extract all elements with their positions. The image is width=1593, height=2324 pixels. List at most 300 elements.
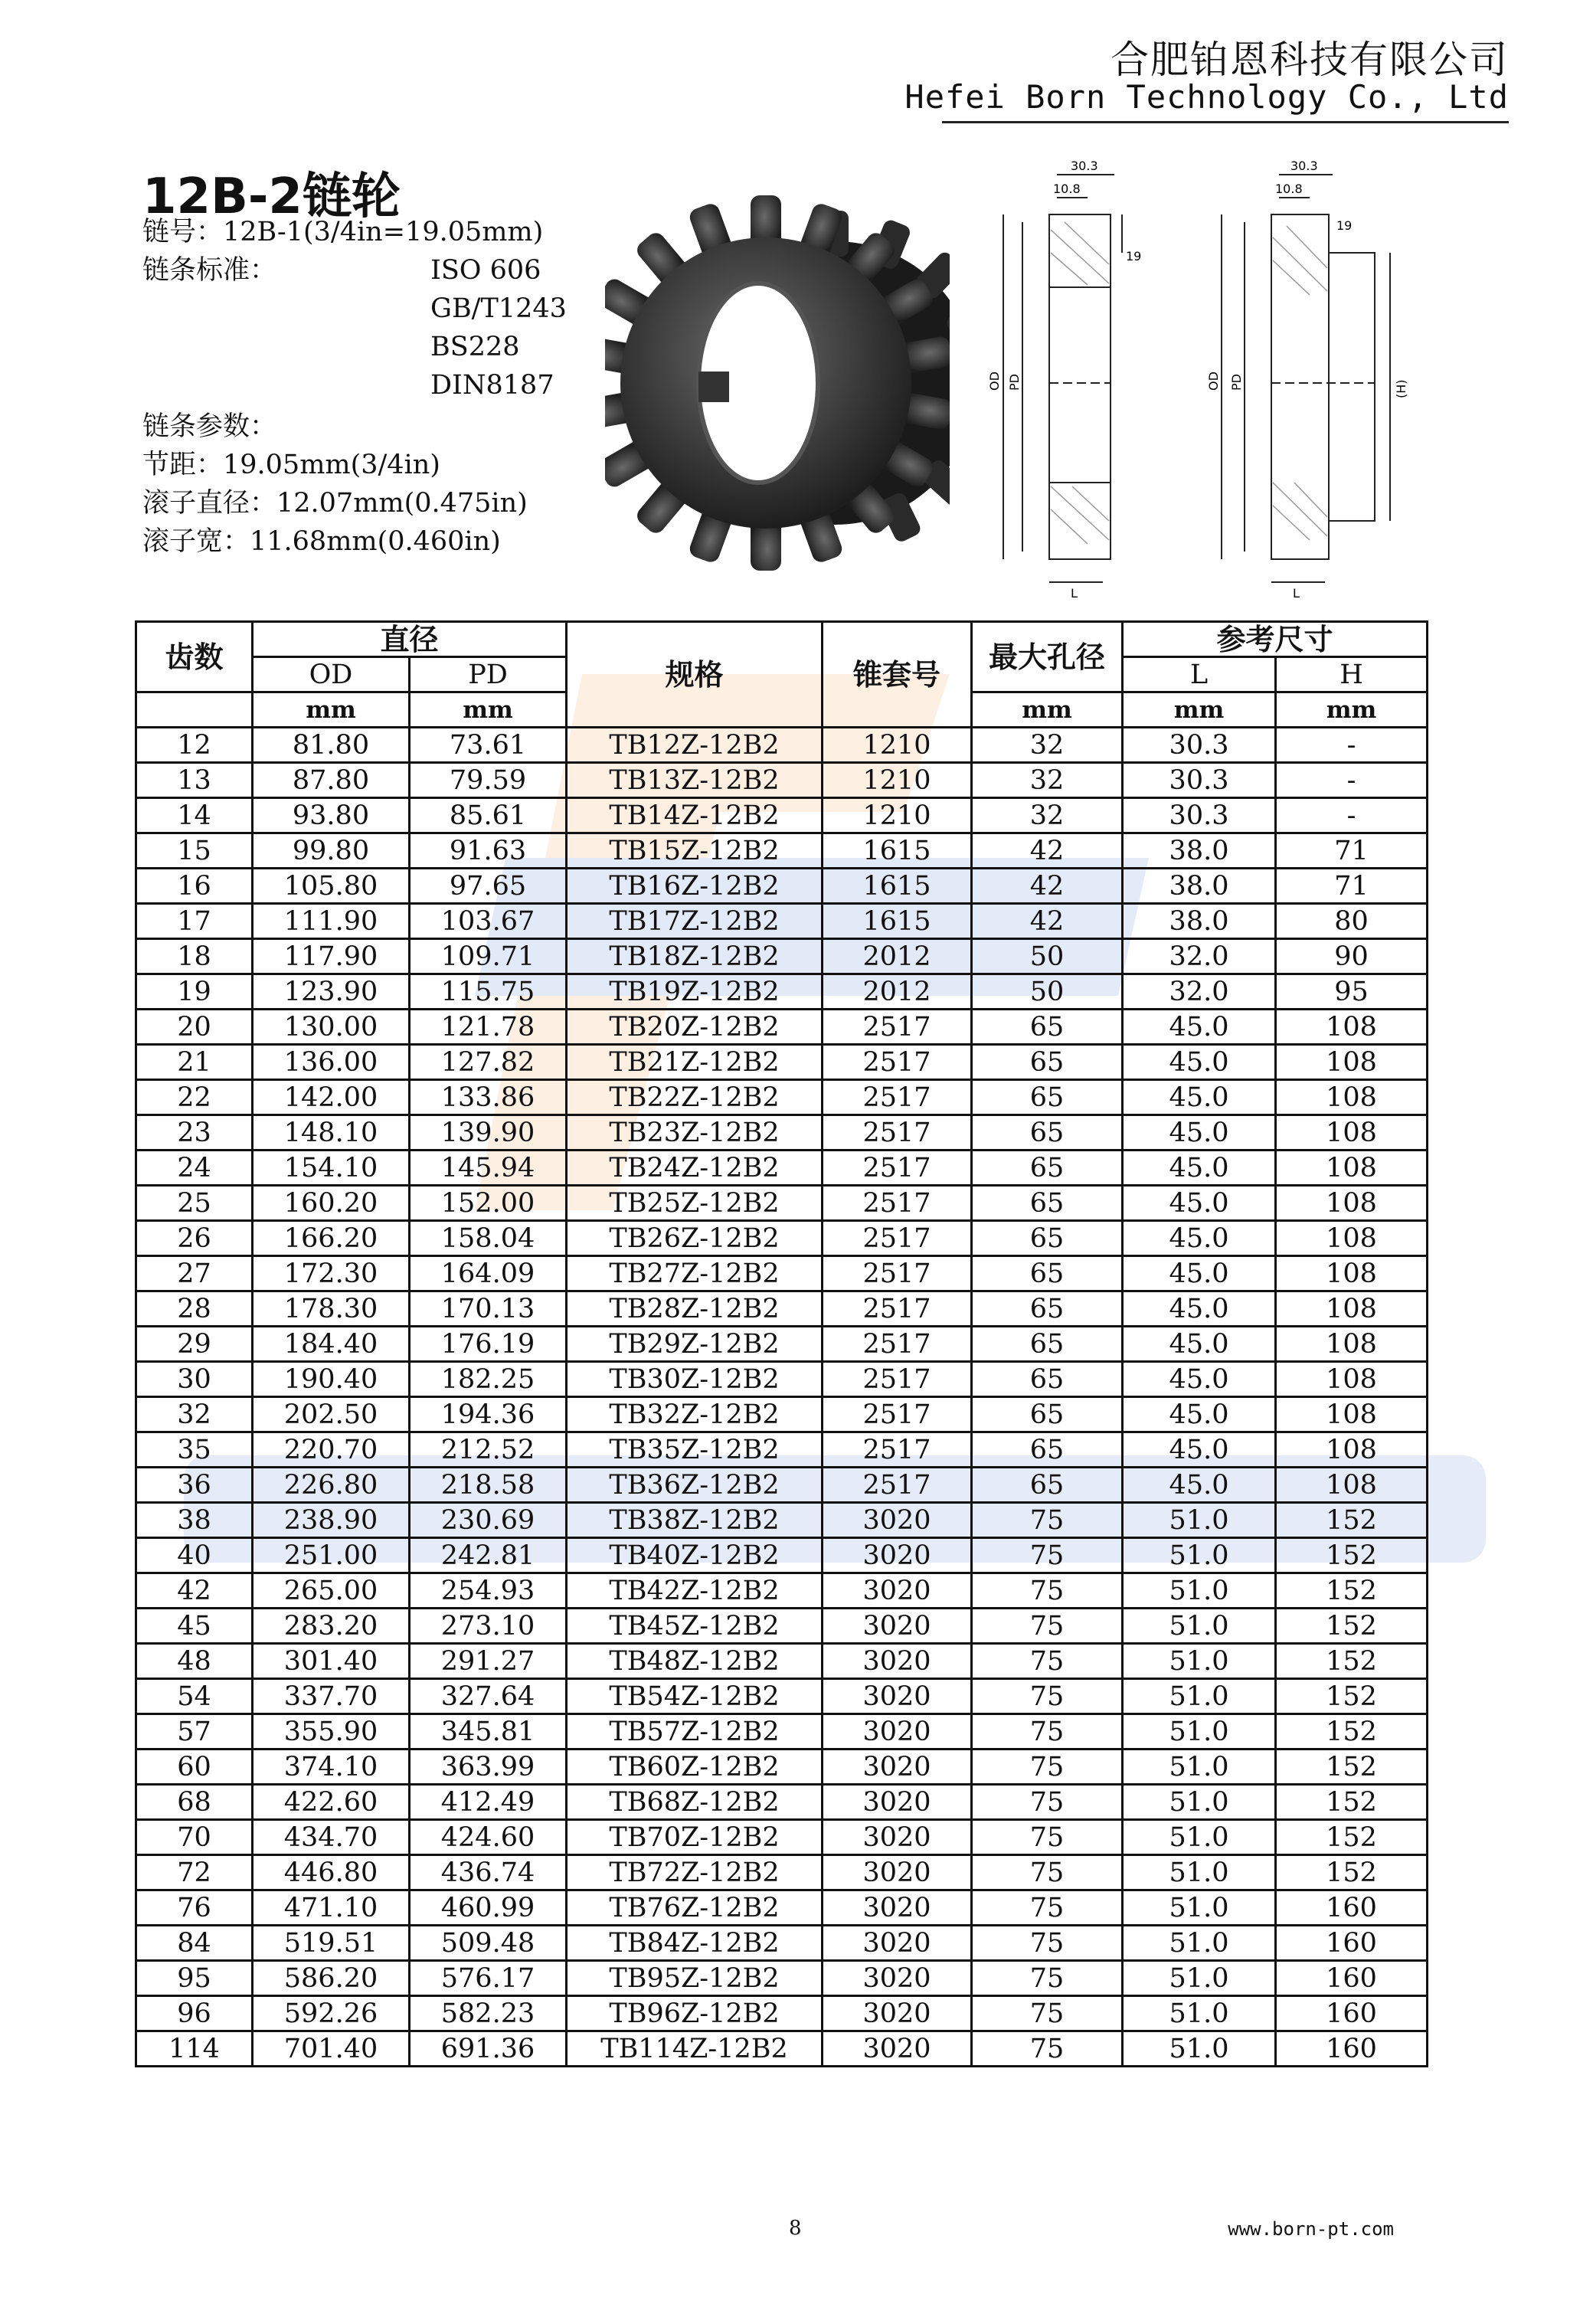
cell-l: 45.0	[1123, 1256, 1276, 1291]
cell-max-bore: 42	[972, 833, 1123, 869]
cell-pd: 127.82	[410, 1045, 567, 1080]
table-row	[136, 1750, 1428, 1785]
standard-iso: ISO 606	[430, 255, 541, 286]
cell-pd: 182.25	[410, 1362, 567, 1397]
cell-h: -	[1276, 728, 1428, 763]
cell-spec: TB16Z-12B2	[567, 869, 823, 904]
cell-l: 38.0	[1123, 869, 1276, 904]
cell-h: 108	[1276, 1080, 1428, 1115]
table-row	[136, 1010, 1428, 1045]
cell-taper-bush: 3020	[823, 1820, 972, 1855]
drawing-label-19-right: 19	[1336, 218, 1353, 233]
cell-od: 586.20	[253, 1961, 410, 1996]
table-row	[136, 904, 1428, 939]
cell-h: 108	[1276, 1151, 1428, 1186]
table-row	[136, 1714, 1428, 1750]
cell-teeth: 26	[136, 1221, 253, 1256]
cell-od: 251.00	[253, 1538, 410, 1573]
cell-pd: 576.17	[410, 1961, 567, 1996]
cell-teeth: 40	[136, 1538, 253, 1573]
cell-l: 45.0	[1123, 1115, 1276, 1151]
cell-max-bore: 65	[972, 1221, 1123, 1256]
table-row	[136, 1327, 1428, 1362]
cell-h: 152	[1276, 1785, 1428, 1820]
cell-teeth: 20	[136, 1010, 253, 1045]
cell-h: 108	[1276, 1186, 1428, 1221]
cell-taper-bush: 3020	[823, 1503, 972, 1538]
cell-teeth: 25	[136, 1186, 253, 1221]
cell-h: 108	[1276, 1010, 1428, 1045]
cell-teeth: 13	[136, 763, 253, 798]
header-reference: 参考尺寸	[1123, 622, 1428, 657]
drawing-label-19: 19	[1126, 249, 1142, 263]
drawing-label-l-right: L	[1293, 586, 1300, 601]
cell-spec: TB68Z-12B2	[567, 1785, 823, 1820]
cell-pd: 254.93	[410, 1573, 567, 1609]
cell-taper-bush: 2517	[823, 1115, 972, 1151]
cell-taper-bush: 2517	[823, 1080, 972, 1115]
cell-od: 519.51	[253, 1926, 410, 1961]
cell-pd: 152.00	[410, 1186, 567, 1221]
chain-number: 链号：12B-1(3/4in=19.05mm)	[142, 217, 544, 247]
unit-max-bore: mm	[972, 692, 1123, 728]
cell-max-bore: 50	[972, 974, 1123, 1010]
header-max-bore: 最大孔径	[972, 622, 1123, 692]
cell-taper-bush: 3020	[823, 1785, 972, 1820]
cell-l: 30.3	[1123, 798, 1276, 833]
cell-od: 148.10	[253, 1115, 410, 1151]
cell-teeth: 42	[136, 1573, 253, 1609]
cell-od: 301.40	[253, 1644, 410, 1679]
cell-taper-bush: 2517	[823, 1468, 972, 1503]
cell-pd: 97.65	[410, 869, 567, 904]
cell-max-bore: 42	[972, 869, 1123, 904]
cell-od: 265.00	[253, 1573, 410, 1609]
cell-pd: 121.78	[410, 1010, 567, 1045]
cell-l: 51.0	[1123, 1644, 1276, 1679]
cell-pd: 436.74	[410, 1855, 567, 1890]
table-row	[136, 1644, 1428, 1679]
header-spec: 规格	[567, 622, 823, 728]
cell-l: 45.0	[1123, 1327, 1276, 1362]
table-row	[136, 1609, 1428, 1644]
drawing-label-od-right: OD	[1206, 372, 1221, 391]
cell-l: 51.0	[1123, 1714, 1276, 1750]
table-row	[136, 1151, 1428, 1186]
cell-spec: TB35Z-12B2	[567, 1432, 823, 1468]
cell-teeth: 30	[136, 1362, 253, 1397]
cell-taper-bush: 2517	[823, 1362, 972, 1397]
cell-max-bore: 75	[972, 1573, 1123, 1609]
cell-spec: TB114Z-12B2	[567, 2031, 823, 2067]
cell-pd: 363.99	[410, 1750, 567, 1785]
cell-l: 51.0	[1123, 1855, 1276, 1890]
cell-od: 701.40	[253, 2031, 410, 2067]
cell-pd: 424.60	[410, 1820, 567, 1855]
table-row	[136, 1961, 1428, 1996]
cell-od: 154.10	[253, 1151, 410, 1186]
cell-teeth: 16	[136, 869, 253, 904]
cell-pd: 242.81	[410, 1538, 567, 1573]
cell-pd: 164.09	[410, 1256, 567, 1291]
cell-h: 71	[1276, 833, 1428, 869]
cell-od: 178.30	[253, 1291, 410, 1327]
cell-od: 283.20	[253, 1609, 410, 1644]
unit-h: mm	[1276, 692, 1428, 728]
table-row	[136, 833, 1428, 869]
cell-max-bore: 32	[972, 798, 1123, 833]
cell-l: 51.0	[1123, 2031, 1276, 2067]
technical-drawing-single-hub	[980, 153, 1179, 605]
table-row	[136, 1045, 1428, 1080]
cell-l: 51.0	[1123, 1961, 1276, 1996]
unit-teeth-blank	[136, 692, 253, 728]
cell-l: 30.3	[1123, 763, 1276, 798]
cell-pd: 218.58	[410, 1468, 567, 1503]
cell-max-bore: 42	[972, 904, 1123, 939]
cell-od: 226.80	[253, 1468, 410, 1503]
cell-max-bore: 50	[972, 939, 1123, 974]
cell-teeth: 19	[136, 974, 253, 1010]
cell-pd: 327.64	[410, 1679, 567, 1714]
cell-pd: 412.49	[410, 1785, 567, 1820]
cell-taper-bush: 3020	[823, 1679, 972, 1714]
cell-h: 108	[1276, 1221, 1428, 1256]
table-row	[136, 1855, 1428, 1890]
cell-max-bore: 75	[972, 1714, 1123, 1750]
cell-od: 220.70	[253, 1432, 410, 1468]
cell-spec: TB14Z-12B2	[567, 798, 823, 833]
table-row	[136, 1573, 1428, 1609]
cell-taper-bush: 2517	[823, 1397, 972, 1432]
cell-max-bore: 65	[972, 1468, 1123, 1503]
cell-taper-bush: 3020	[823, 2031, 972, 2067]
cell-teeth: 45	[136, 1609, 253, 1644]
header-pd: PD	[410, 657, 567, 692]
cell-l: 45.0	[1123, 1397, 1276, 1432]
cell-pd: 460.99	[410, 1890, 567, 1926]
cell-spec: TB18Z-12B2	[567, 939, 823, 974]
header-taper-bush: 锥套号	[823, 622, 972, 728]
cell-l: 51.0	[1123, 1573, 1276, 1609]
cell-od: 355.90	[253, 1714, 410, 1750]
cell-l: 45.0	[1123, 1045, 1276, 1080]
cell-od: 184.40	[253, 1327, 410, 1362]
spec-table-body	[136, 728, 1428, 2067]
cell-spec: TB15Z-12B2	[567, 833, 823, 869]
cell-l: 51.0	[1123, 1679, 1276, 1714]
cell-teeth: 48	[136, 1644, 253, 1679]
drawing-label-h: (H)	[1394, 379, 1408, 398]
cell-pd: 91.63	[410, 833, 567, 869]
cell-spec: TB76Z-12B2	[567, 1890, 823, 1926]
cell-max-bore: 32	[972, 728, 1123, 763]
cell-taper-bush: 3020	[823, 1538, 972, 1573]
cell-od: 142.00	[253, 1080, 410, 1115]
cell-h: 108	[1276, 1397, 1428, 1432]
table-row	[136, 763, 1428, 798]
cell-pd: 85.61	[410, 798, 567, 833]
cell-teeth: 114	[136, 2031, 253, 2067]
cell-od: 117.90	[253, 939, 410, 974]
cell-taper-bush: 2517	[823, 1432, 972, 1468]
cell-teeth: 96	[136, 1996, 253, 2031]
cell-l: 45.0	[1123, 1468, 1276, 1503]
cell-l: 51.0	[1123, 1890, 1276, 1926]
cell-od: 337.70	[253, 1679, 410, 1714]
cell-spec: TB95Z-12B2	[567, 1961, 823, 1996]
roller-diameter: 滚子直径：12.07mm(0.475in)	[142, 488, 528, 519]
cell-l: 51.0	[1123, 1609, 1276, 1644]
cell-spec: TB72Z-12B2	[567, 1855, 823, 1890]
cell-taper-bush: 2517	[823, 1045, 972, 1080]
cell-spec: TB20Z-12B2	[567, 1010, 823, 1045]
cell-taper-bush: 2012	[823, 939, 972, 974]
table-row	[136, 2031, 1428, 2067]
cell-h: 160	[1276, 1926, 1428, 1961]
cell-teeth: 18	[136, 939, 253, 974]
drawing-label-10-8: 10.8	[1053, 182, 1081, 196]
company-name-en: Hefei Born Technology Co., Ltd	[904, 78, 1509, 116]
sprocket-photo	[605, 153, 950, 613]
cell-spec: TB60Z-12B2	[567, 1750, 823, 1785]
cell-h: 160	[1276, 1961, 1428, 1996]
cell-teeth: 60	[136, 1750, 253, 1785]
cell-h: 80	[1276, 904, 1428, 939]
cell-h: 71	[1276, 869, 1428, 904]
cell-teeth: 68	[136, 1785, 253, 1820]
unit-od: mm	[253, 692, 410, 728]
cell-h: 108	[1276, 1045, 1428, 1080]
cell-teeth: 29	[136, 1327, 253, 1362]
cell-max-bore: 65	[972, 1080, 1123, 1115]
cell-od: 166.20	[253, 1221, 410, 1256]
chain-params-label: 链条参数：	[142, 411, 277, 442]
cell-h: 108	[1276, 1115, 1428, 1151]
cell-l: 45.0	[1123, 1080, 1276, 1115]
cell-teeth: 76	[136, 1890, 253, 1926]
cell-od: 592.26	[253, 1996, 410, 2031]
cell-l: 32.0	[1123, 974, 1276, 1010]
cell-h: 108	[1276, 1256, 1428, 1291]
cell-taper-bush: 3020	[823, 1890, 972, 1926]
table-row	[136, 1362, 1428, 1397]
cell-spec: TB26Z-12B2	[567, 1221, 823, 1256]
table-row	[136, 1397, 1428, 1432]
cell-l: 45.0	[1123, 1432, 1276, 1468]
chain-standard-label: 链条标准：	[142, 255, 277, 286]
cell-teeth: 95	[136, 1961, 253, 1996]
table-row	[136, 1996, 1428, 2031]
cell-spec: TB21Z-12B2	[567, 1045, 823, 1080]
cell-od: 446.80	[253, 1855, 410, 1890]
cell-max-bore: 65	[972, 1362, 1123, 1397]
cell-taper-bush: 2517	[823, 1256, 972, 1291]
cell-taper-bush: 3020	[823, 1573, 972, 1609]
cell-spec: TB12Z-12B2	[567, 728, 823, 763]
cell-spec: TB23Z-12B2	[567, 1115, 823, 1151]
cell-l: 51.0	[1123, 1785, 1276, 1820]
cell-od: 93.80	[253, 798, 410, 833]
cell-pd: 73.61	[410, 728, 567, 763]
table-row	[136, 1256, 1428, 1291]
cell-spec: TB84Z-12B2	[567, 1926, 823, 1961]
cell-teeth: 38	[136, 1503, 253, 1538]
cell-teeth: 14	[136, 798, 253, 833]
unit-l: mm	[1123, 692, 1276, 728]
cell-teeth: 84	[136, 1926, 253, 1961]
cell-teeth: 22	[136, 1080, 253, 1115]
cell-spec: TB57Z-12B2	[567, 1714, 823, 1750]
cell-spec: TB29Z-12B2	[567, 1327, 823, 1362]
cell-od: 123.90	[253, 974, 410, 1010]
table-row	[136, 1820, 1428, 1855]
cell-taper-bush: 2517	[823, 1327, 972, 1362]
cell-l: 51.0	[1123, 1926, 1276, 1961]
cell-od: 471.10	[253, 1890, 410, 1926]
cell-pd: 345.81	[410, 1714, 567, 1750]
cell-spec: TB40Z-12B2	[567, 1538, 823, 1573]
cell-h: 152	[1276, 1538, 1428, 1573]
cell-max-bore: 32	[972, 763, 1123, 798]
cell-taper-bush: 1210	[823, 763, 972, 798]
cell-pd: 212.52	[410, 1432, 567, 1468]
table-row	[136, 1186, 1428, 1221]
cell-l: 45.0	[1123, 1186, 1276, 1221]
cell-taper-bush: 1615	[823, 869, 972, 904]
cell-h: 108	[1276, 1468, 1428, 1503]
cell-max-bore: 65	[972, 1256, 1123, 1291]
cell-pd: 79.59	[410, 763, 567, 798]
cell-taper-bush: 3020	[823, 1926, 972, 1961]
cell-l: 51.0	[1123, 1996, 1276, 2031]
cell-taper-bush: 1615	[823, 833, 972, 869]
cell-pd: 176.19	[410, 1327, 567, 1362]
drawing-label-30-3: 30.3	[1071, 159, 1098, 173]
cell-spec: TB54Z-12B2	[567, 1679, 823, 1714]
cell-taper-bush: 3020	[823, 1609, 972, 1644]
cell-teeth: 21	[136, 1045, 253, 1080]
table-row	[136, 1468, 1428, 1503]
cell-spec: TB38Z-12B2	[567, 1503, 823, 1538]
cell-od: 136.00	[253, 1045, 410, 1080]
cell-taper-bush: 2517	[823, 1151, 972, 1186]
table-row	[136, 1080, 1428, 1115]
cell-pd: 582.23	[410, 1996, 567, 2031]
cell-od: 105.80	[253, 869, 410, 904]
website-url: www.born-pt.com	[1228, 2218, 1394, 2240]
cell-od: 172.30	[253, 1256, 410, 1291]
cell-taper-bush: 2517	[823, 1186, 972, 1221]
table-row	[136, 798, 1428, 833]
cell-h: 108	[1276, 1291, 1428, 1327]
cell-max-bore: 75	[972, 2031, 1123, 2067]
cell-h: 108	[1276, 1327, 1428, 1362]
cell-h: 108	[1276, 1432, 1428, 1468]
cell-h: -	[1276, 763, 1428, 798]
cell-max-bore: 75	[972, 1926, 1123, 1961]
drawing-label-pd-right: PD	[1229, 374, 1244, 391]
cell-spec: TB36Z-12B2	[567, 1468, 823, 1503]
cell-h: 160	[1276, 1890, 1428, 1926]
cell-od: 111.90	[253, 904, 410, 939]
table-row	[136, 1890, 1428, 1926]
cell-max-bore: 75	[972, 1785, 1123, 1820]
cell-spec: TB30Z-12B2	[567, 1362, 823, 1397]
cell-teeth: 15	[136, 833, 253, 869]
cell-od: 160.20	[253, 1186, 410, 1221]
drawing-label-10-8-right: 10.8	[1275, 182, 1303, 196]
cell-l: 38.0	[1123, 833, 1276, 869]
cell-teeth: 27	[136, 1256, 253, 1291]
cell-l: 32.0	[1123, 939, 1276, 974]
cell-od: 434.70	[253, 1820, 410, 1855]
company-name-cn: 合肥铂恩科技有限公司	[1111, 38, 1509, 82]
table-row	[136, 1926, 1428, 1961]
cell-l: 51.0	[1123, 1503, 1276, 1538]
cell-l: 45.0	[1123, 1291, 1276, 1327]
unit-pd: mm	[410, 692, 567, 728]
cell-h: 152	[1276, 1573, 1428, 1609]
cell-max-bore: 65	[972, 1186, 1123, 1221]
technical-drawing-double-hub	[1187, 153, 1425, 605]
cell-h: 152	[1276, 1750, 1428, 1785]
table-row	[136, 1221, 1428, 1256]
cell-taper-bush: 3020	[823, 1714, 972, 1750]
cell-taper-bush: 2517	[823, 1291, 972, 1327]
page-number: 8	[789, 2217, 802, 2240]
cell-h: 152	[1276, 1503, 1428, 1538]
cell-teeth: 17	[136, 904, 253, 939]
cell-h: 152	[1276, 1855, 1428, 1890]
table-row	[136, 1115, 1428, 1151]
cell-h: 152	[1276, 1609, 1428, 1644]
cell-l: 30.3	[1123, 728, 1276, 763]
cell-max-bore: 75	[972, 1820, 1123, 1855]
cell-pd: 230.69	[410, 1503, 567, 1538]
cell-max-bore: 75	[972, 1961, 1123, 1996]
cell-max-bore: 75	[972, 1679, 1123, 1714]
cell-l: 51.0	[1123, 1750, 1276, 1785]
cell-max-bore: 65	[972, 1432, 1123, 1468]
cell-taper-bush: 3020	[823, 1855, 972, 1890]
cell-spec: TB13Z-12B2	[567, 763, 823, 798]
cell-teeth: 57	[136, 1714, 253, 1750]
cell-teeth: 36	[136, 1468, 253, 1503]
table-row	[136, 1679, 1428, 1714]
table-row	[136, 1291, 1428, 1327]
cell-spec: TB70Z-12B2	[567, 1820, 823, 1855]
cell-pd: 115.75	[410, 974, 567, 1010]
cell-h: 108	[1276, 1362, 1428, 1397]
cell-pd: 145.94	[410, 1151, 567, 1186]
table-row	[136, 1538, 1428, 1573]
cell-h: 152	[1276, 1644, 1428, 1679]
roller-width: 滚子宽：11.68mm(0.460in)	[142, 526, 501, 557]
cell-max-bore: 75	[972, 1750, 1123, 1785]
cell-l: 45.0	[1123, 1221, 1276, 1256]
cell-taper-bush: 2012	[823, 974, 972, 1010]
cell-pd: 194.36	[410, 1397, 567, 1432]
cell-od: 202.50	[253, 1397, 410, 1432]
cell-max-bore: 75	[972, 1890, 1123, 1926]
table-row	[136, 869, 1428, 904]
cell-max-bore: 65	[972, 1010, 1123, 1045]
cell-od: 190.40	[253, 1362, 410, 1397]
cell-spec: TB27Z-12B2	[567, 1256, 823, 1291]
cell-teeth: 72	[136, 1855, 253, 1890]
cell-spec: TB17Z-12B2	[567, 904, 823, 939]
